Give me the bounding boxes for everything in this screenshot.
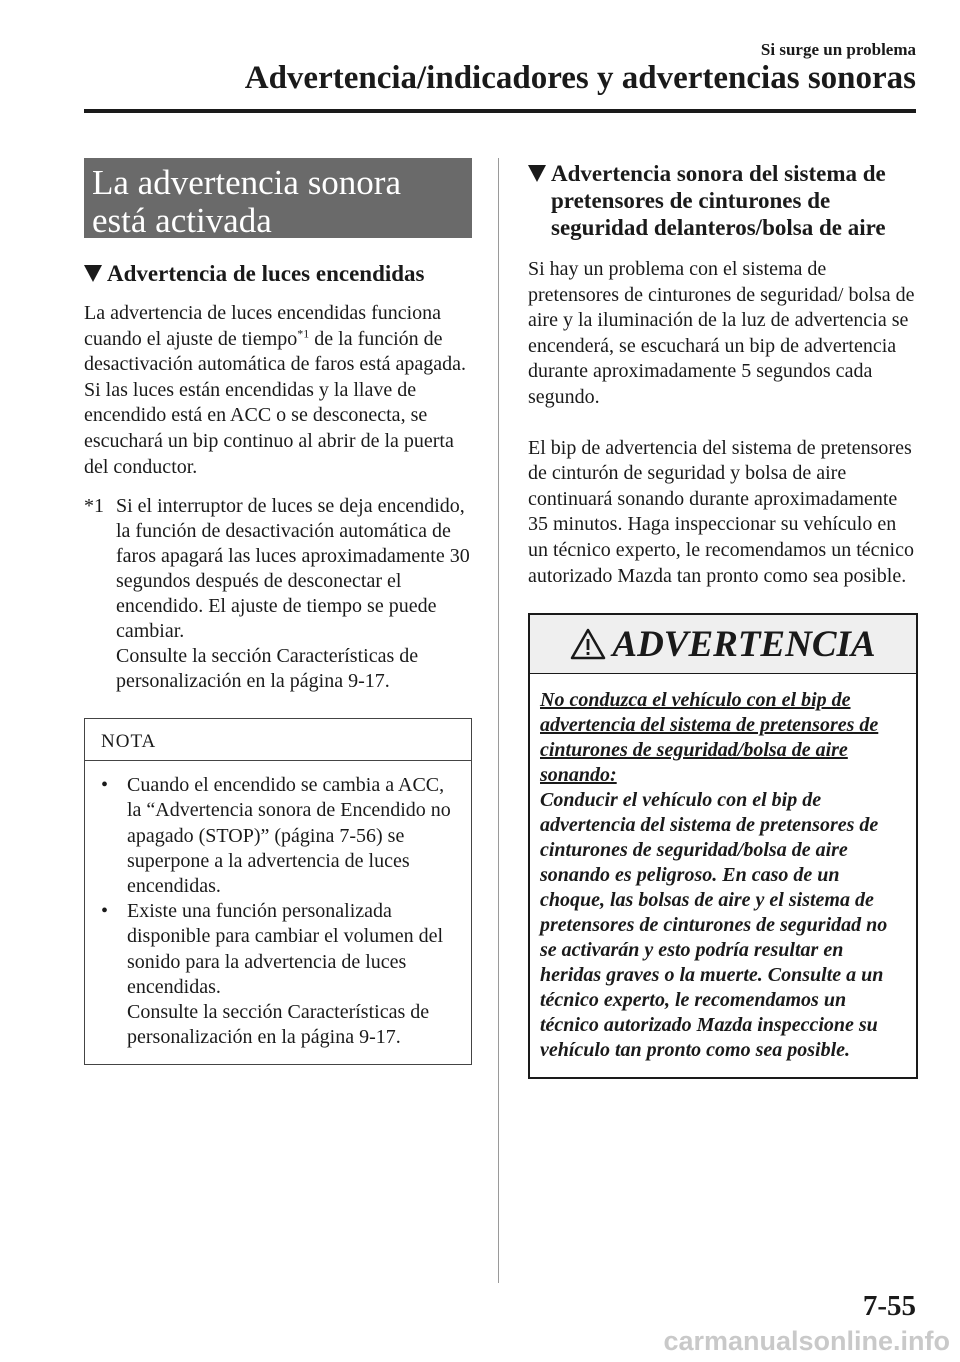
warning-title: ADVERTENCIA [612,623,876,665]
running-header-section: Si surge un problema [760,40,916,59]
note-title: NOTA [101,731,157,753]
body-text [528,257,918,589]
paragraph [84,301,472,378]
triangle-bullet-icon [528,165,546,182]
warning-text: Conducir el vehículo con el bip de advertencia del sistema de pretensores de cinturones de seguridad/bolsa de aire sonando es peligroso. En caso de un choque, las bolsas de aire y el sistema de pretensores de cinturones de seguridad no se activarán y esto podría resultar en heridas graves o la muerte. Consulte a un técnico experto, le recomendamos un técnico autorizado Mazda inspeccione su vehículo tan pronto como sea posible. [540,789,888,1062]
triangle-bullet-icon [84,265,102,282]
sub-heading-lights-on [84,260,472,287]
bullet-dot: • [101,900,109,923]
page-number: 7-55 [862,1290,916,1322]
note-bullet [99,773,457,899]
paragraph-text: de la función de desactivación automática de faros está apagada. [84,327,467,376]
note-bullet [99,899,457,1050]
warning-triangle-icon [570,628,606,660]
footnote [84,494,472,694]
warning-underlined-text: No conduzca el vehículo con el bip de advertencia del sistema de pretensores de cinturones de seguridad/bolsa de aire sonando: [540,689,879,787]
column-divider [498,158,499,1283]
note-box [84,718,472,1065]
sub-heading-text: Advertencia sonora del sistema de pretensores de cinturones de seguridad delanteros/bolsa de aire [551,161,886,240]
bullet-reference: Consulte la sección Características de personalización en la página 9-17. [127,1000,430,1049]
warning-box [528,613,918,1079]
paragraph: Si las luces están encendidas y la llave de encendido está en ACC o se desconecta, se escuchará un bip continuo al abrir de la puerta del conductor. [84,378,454,478]
footnote-text: Si el interruptor de luces se deja encendido, la función de desactivación automática de faros apagará las luces aproximadamente 30 segundos después de desconectar el encendido. El ajuste de tiempo se puede cambiar. [116,495,470,643]
footnote-reference-text: Consulte la sección Características de personalización en la página 9-17. [116,645,419,693]
paragraph: Si hay un problema con el sistema de pretensores de cinturones de seguridad/ bolsa de aire y la iluminación de la luz de advertencia se encenderá, se escuchará un bip de advertencia durante aproximadamente 5 segundos cada segundo. [528,258,915,408]
bullet-text: Cuando el encendido se cambia a ACC, la “Advertencia sonora de Encendido no apagado (STOP)” (página 7-56) se superpone a la advertencia de luces encendidas. [127,774,451,897]
left-column [84,158,472,1065]
sub-heading-text: Advertencia de luces encendidas [107,261,425,286]
header-rule [84,109,916,113]
running-header-title: Advertencia/indicadores y advertencias sonoras [244,60,916,96]
warning-header [530,615,916,674]
bullet-dot: • [101,774,109,797]
sub-heading-airbag [528,160,918,241]
paragraph: El bip de advertencia del sistema de pretensores de cinturón de seguridad y bolsa de aire continuará sonando durante aproximadamente 35 minutos. Haga inspeccionar su vehículo en un técnico experto, le recomendamos un técnico autorizado Mazda tan pronto como sea posible. [528,436,914,587]
footnote-reference: *1 [297,325,310,340]
bullet-text: Existe una función personalizada disponible para cambiar el volumen del sonido para la advertencia de luces encendidas. [127,900,444,998]
body-text [84,301,472,480]
note-body [85,761,471,1064]
right-column [528,160,918,1079]
section-title: La advertencia sonora está activada [84,158,472,238]
footnote-marker: *1 [84,495,104,518]
watermark: carmanualsonline.info [663,1326,950,1356]
paragraph-text: La advertencia de luces encendidas funciona cuando el ajuste de tiempo [84,302,442,350]
warning-body [530,674,916,1077]
